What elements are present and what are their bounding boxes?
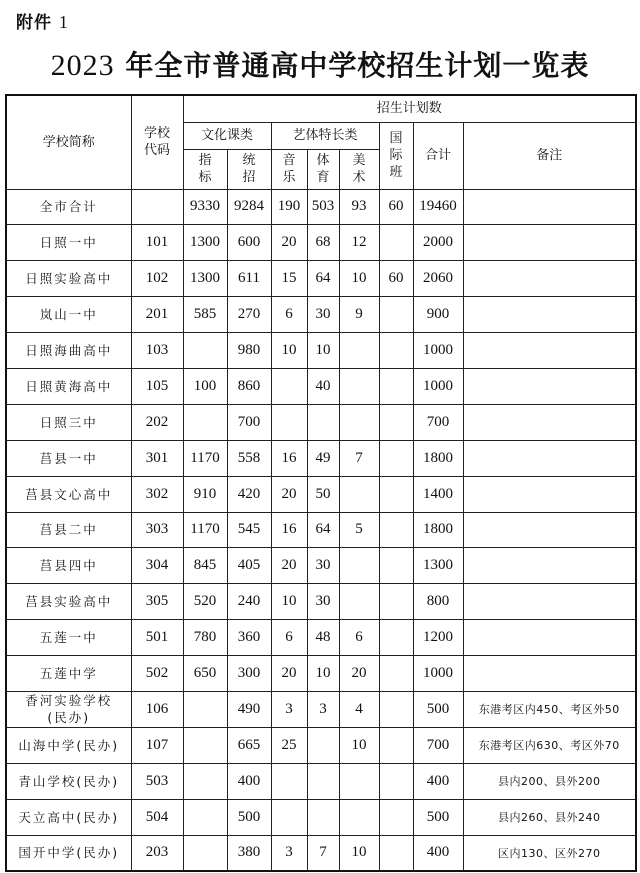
culture-unified-cell: 700: [227, 404, 271, 440]
school-name-cell: 国开中学(民办): [6, 835, 131, 871]
attachment-label: [16, 8, 69, 33]
fine-arts-cell: [339, 799, 379, 835]
fine-arts-cell: 7: [339, 440, 379, 476]
school-code-cell: 202: [131, 404, 183, 440]
notes-cell: [463, 225, 636, 261]
culture-unified-cell: 400: [227, 763, 271, 799]
notes-cell: [463, 548, 636, 584]
fine-arts-cell: 4: [339, 691, 379, 727]
notes-cell: 东港考区内450、考区外50: [463, 691, 636, 727]
school-name-cell: 日照三中: [6, 404, 131, 440]
culture-unified-cell: 500: [227, 799, 271, 835]
culture-quota-cell: [183, 835, 227, 871]
sports-cell: 10: [307, 656, 339, 692]
school-code-cell: 301: [131, 440, 183, 476]
notes-cell: [463, 333, 636, 369]
total-cell: 2000: [413, 225, 463, 261]
international-cell: [379, 763, 413, 799]
total-cell: 700: [413, 727, 463, 763]
music-cell: [271, 404, 307, 440]
school-code-cell: 303: [131, 512, 183, 548]
international-cell: [379, 656, 413, 692]
international-cell: 60: [379, 261, 413, 297]
fine-arts-cell: 12: [339, 225, 379, 261]
culture-quota-cell: [183, 763, 227, 799]
table-row: [6, 333, 636, 369]
notes-cell: 区内130、区外270: [463, 835, 636, 871]
culture-unified-cell: 240: [227, 584, 271, 620]
school-code-cell: 201: [131, 297, 183, 333]
fine-arts-cell: [339, 333, 379, 369]
fine-arts-cell: 10: [339, 835, 379, 871]
table-row-city-total: [6, 189, 636, 225]
culture-quota-cell: 1300: [183, 261, 227, 297]
culture-unified-cell: 860: [227, 368, 271, 404]
culture-unified-cell: 558: [227, 440, 271, 476]
culture-unified-cell: 405: [227, 548, 271, 584]
culture-unified-cell: 611: [227, 261, 271, 297]
international-cell: [379, 727, 413, 763]
culture-unified-cell: 665: [227, 727, 271, 763]
header-culture-quota-text: 指标: [198, 153, 212, 185]
table-row: [6, 799, 636, 835]
table-row: [6, 584, 636, 620]
header-school-code-text: 学校代码: [143, 126, 170, 159]
attachment-text: 附件: [16, 13, 52, 33]
total-cell: 19460: [413, 189, 463, 225]
table-row: [6, 261, 636, 297]
notes-cell: [463, 440, 636, 476]
header-international: [379, 122, 413, 189]
fine-arts-cell: 9: [339, 297, 379, 333]
header-notes: 备注: [463, 122, 636, 189]
header-international-text: 国际班: [389, 131, 403, 180]
notes-cell: [463, 476, 636, 512]
sports-cell: [307, 727, 339, 763]
school-name-line: (民办): [47, 710, 91, 726]
total-cell: 800: [413, 584, 463, 620]
school-code-cell: 105: [131, 368, 183, 404]
international-cell: 60: [379, 189, 413, 225]
school-code-cell: 102: [131, 261, 183, 297]
header-school-code: [131, 95, 183, 189]
total-cell: 1000: [413, 656, 463, 692]
enrollment-plan-table: [5, 94, 637, 872]
music-cell: [271, 763, 307, 799]
notes-cell: 东港考区内630、考区外70: [463, 727, 636, 763]
culture-quota-cell: 910: [183, 476, 227, 512]
music-cell: 190: [271, 189, 307, 225]
header-fine-arts: [339, 149, 379, 189]
total-cell: 1000: [413, 368, 463, 404]
header-plan-group: 招生计划数: [183, 95, 636, 122]
school-name-cell: 青山学校(民办): [6, 763, 131, 799]
notes-cell: [463, 404, 636, 440]
culture-quota-cell: [183, 333, 227, 369]
culture-quota-cell: 100: [183, 368, 227, 404]
fine-arts-cell: 93: [339, 189, 379, 225]
school-code-cell: 305: [131, 584, 183, 620]
sports-cell: 48: [307, 620, 339, 656]
school-code-cell: 107: [131, 727, 183, 763]
table-row: [6, 512, 636, 548]
culture-unified-cell: 9284: [227, 189, 271, 225]
school-code-cell: 101: [131, 225, 183, 261]
music-cell: 25: [271, 727, 307, 763]
total-cell: 1000: [413, 333, 463, 369]
school-code-cell: 503: [131, 763, 183, 799]
school-code-cell: 203: [131, 835, 183, 871]
sports-cell: 64: [307, 512, 339, 548]
sports-cell: 30: [307, 584, 339, 620]
fine-arts-cell: [339, 548, 379, 584]
header-culture-quota: [183, 149, 227, 189]
international-cell: [379, 440, 413, 476]
sports-cell: 40: [307, 368, 339, 404]
school-name-cell: 岚山一中: [6, 297, 131, 333]
school-name-line: 香河实验学校: [25, 693, 113, 709]
total-cell: 1800: [413, 512, 463, 548]
header-fine-arts-text: 美术: [352, 153, 366, 185]
notes-cell: [463, 620, 636, 656]
total-cell: 1400: [413, 476, 463, 512]
music-cell: 3: [271, 691, 307, 727]
culture-quota-cell: 650: [183, 656, 227, 692]
music-cell: 16: [271, 440, 307, 476]
music-cell: [271, 368, 307, 404]
header-culture-unified: [227, 149, 271, 189]
culture-quota-cell: 1170: [183, 512, 227, 548]
table-row: [6, 548, 636, 584]
sports-cell: 7: [307, 835, 339, 871]
school-name-cell: 全市合计: [6, 189, 131, 225]
music-cell: 6: [271, 620, 307, 656]
international-cell: [379, 799, 413, 835]
fine-arts-cell: [339, 584, 379, 620]
culture-quota-cell: 585: [183, 297, 227, 333]
header-total: 合计: [413, 122, 463, 189]
music-cell: 6: [271, 297, 307, 333]
culture-quota-cell: 520: [183, 584, 227, 620]
total-cell: 700: [413, 404, 463, 440]
notes-cell: [463, 656, 636, 692]
table-row: [6, 404, 636, 440]
music-cell: 10: [271, 333, 307, 369]
sports-cell: [307, 763, 339, 799]
culture-quota-cell: 9330: [183, 189, 227, 225]
culture-unified-cell: 300: [227, 656, 271, 692]
school-code-cell: 106: [131, 691, 183, 727]
school-name-cell: 莒县文心高中: [6, 476, 131, 512]
music-cell: [271, 799, 307, 835]
title-year: 2023: [50, 49, 115, 82]
music-cell: 10: [271, 584, 307, 620]
notes-cell: [463, 512, 636, 548]
school-code-cell: 502: [131, 656, 183, 692]
table-row: [6, 835, 636, 871]
total-cell: 1300: [413, 548, 463, 584]
culture-unified-cell: 270: [227, 297, 271, 333]
table-row: [6, 476, 636, 512]
international-cell: [379, 620, 413, 656]
table-row: [6, 727, 636, 763]
sports-cell: 10: [307, 333, 339, 369]
music-cell: 16: [271, 512, 307, 548]
school-code-cell: 304: [131, 548, 183, 584]
school-code-cell: [131, 189, 183, 225]
header-music: [271, 149, 307, 189]
culture-unified-cell: 360: [227, 620, 271, 656]
international-cell: [379, 297, 413, 333]
table-row: [6, 225, 636, 261]
fine-arts-cell: [339, 368, 379, 404]
culture-unified-cell: 420: [227, 476, 271, 512]
culture-unified-cell: 980: [227, 333, 271, 369]
notes-cell: [463, 584, 636, 620]
school-code-cell: 103: [131, 333, 183, 369]
music-cell: 20: [271, 476, 307, 512]
table-row: [6, 440, 636, 476]
international-cell: [379, 368, 413, 404]
school-name-cell: 日照一中: [6, 225, 131, 261]
sports-cell: 68: [307, 225, 339, 261]
school-name-cell: 莒县一中: [6, 440, 131, 476]
international-cell: [379, 512, 413, 548]
school-code-cell: 501: [131, 620, 183, 656]
culture-unified-cell: 490: [227, 691, 271, 727]
fine-arts-cell: 10: [339, 727, 379, 763]
culture-quota-cell: [183, 691, 227, 727]
music-cell: 3: [271, 835, 307, 871]
sports-cell: 30: [307, 297, 339, 333]
table-row: [6, 691, 636, 727]
page-title: [0, 44, 640, 84]
fine-arts-cell: 20: [339, 656, 379, 692]
music-cell: 15: [271, 261, 307, 297]
music-cell: 20: [271, 656, 307, 692]
school-name-cell: 日照实验高中: [6, 261, 131, 297]
header-music-text: 音乐: [282, 153, 296, 185]
header-arts-group: 艺体特长类: [271, 122, 379, 149]
fine-arts-cell: 5: [339, 512, 379, 548]
sports-cell: 50: [307, 476, 339, 512]
school-name-cell: 山海中学(民办): [6, 727, 131, 763]
total-cell: 1200: [413, 620, 463, 656]
international-cell: [379, 333, 413, 369]
music-cell: 20: [271, 548, 307, 584]
table-row: [6, 368, 636, 404]
culture-quota-cell: 1170: [183, 440, 227, 476]
fine-arts-cell: 10: [339, 261, 379, 297]
international-cell: [379, 225, 413, 261]
international-cell: [379, 404, 413, 440]
table-row: [6, 763, 636, 799]
school-name-cell: 莒县实验高中: [6, 584, 131, 620]
header-school-name: 学校简称: [6, 95, 131, 189]
fine-arts-cell: [339, 763, 379, 799]
culture-quota-cell: 780: [183, 620, 227, 656]
fine-arts-cell: [339, 476, 379, 512]
school-code-cell: 504: [131, 799, 183, 835]
music-cell: 20: [271, 225, 307, 261]
sports-cell: [307, 799, 339, 835]
sports-cell: 64: [307, 261, 339, 297]
school-name-cell: 日照黄海高中: [6, 368, 131, 404]
international-cell: [379, 835, 413, 871]
header-culture-group: 文化课类: [183, 122, 271, 149]
attachment-number: 1: [58, 12, 69, 32]
sports-cell: 30: [307, 548, 339, 584]
table-row: [6, 656, 636, 692]
notes-cell: 县内200、县外200: [463, 763, 636, 799]
sports-cell: 3: [307, 691, 339, 727]
sports-cell: [307, 404, 339, 440]
culture-quota-cell: 1300: [183, 225, 227, 261]
total-cell: 400: [413, 835, 463, 871]
international-cell: [379, 584, 413, 620]
notes-cell: [463, 368, 636, 404]
notes-cell: [463, 297, 636, 333]
fine-arts-cell: 6: [339, 620, 379, 656]
international-cell: [379, 691, 413, 727]
total-cell: 500: [413, 799, 463, 835]
school-name-cell: 五莲中学: [6, 656, 131, 692]
title-text: 年全市普通高中学校招生计划一览表: [125, 49, 590, 82]
total-cell: 1800: [413, 440, 463, 476]
international-cell: [379, 476, 413, 512]
notes-cell: [463, 189, 636, 225]
culture-quota-cell: [183, 799, 227, 835]
total-cell: 400: [413, 763, 463, 799]
culture-quota-cell: 845: [183, 548, 227, 584]
international-cell: [379, 548, 413, 584]
school-name-cell: [6, 691, 131, 727]
total-cell: 500: [413, 691, 463, 727]
culture-quota-cell: [183, 404, 227, 440]
notes-cell: [463, 261, 636, 297]
school-name-cell: 莒县二中: [6, 512, 131, 548]
culture-unified-cell: 545: [227, 512, 271, 548]
culture-quota-cell: [183, 727, 227, 763]
sports-cell: 503: [307, 189, 339, 225]
table-row: [6, 297, 636, 333]
school-name-cell: 日照海曲高中: [6, 333, 131, 369]
table-row: [6, 620, 636, 656]
header-culture-unified-text: 统招: [242, 153, 256, 185]
sports-cell: 49: [307, 440, 339, 476]
total-cell: 900: [413, 297, 463, 333]
school-code-cell: 302: [131, 476, 183, 512]
school-name-cell: 五莲一中: [6, 620, 131, 656]
school-name-cell: 莒县四中: [6, 548, 131, 584]
header-sports-text: 体育: [316, 153, 330, 185]
header-sports: [307, 149, 339, 189]
total-cell: 2060: [413, 261, 463, 297]
culture-unified-cell: 600: [227, 225, 271, 261]
school-name-cell: 天立高中(民办): [6, 799, 131, 835]
fine-arts-cell: [339, 404, 379, 440]
culture-unified-cell: 380: [227, 835, 271, 871]
notes-cell: 县内260、县外240: [463, 799, 636, 835]
table-body: [6, 189, 636, 871]
